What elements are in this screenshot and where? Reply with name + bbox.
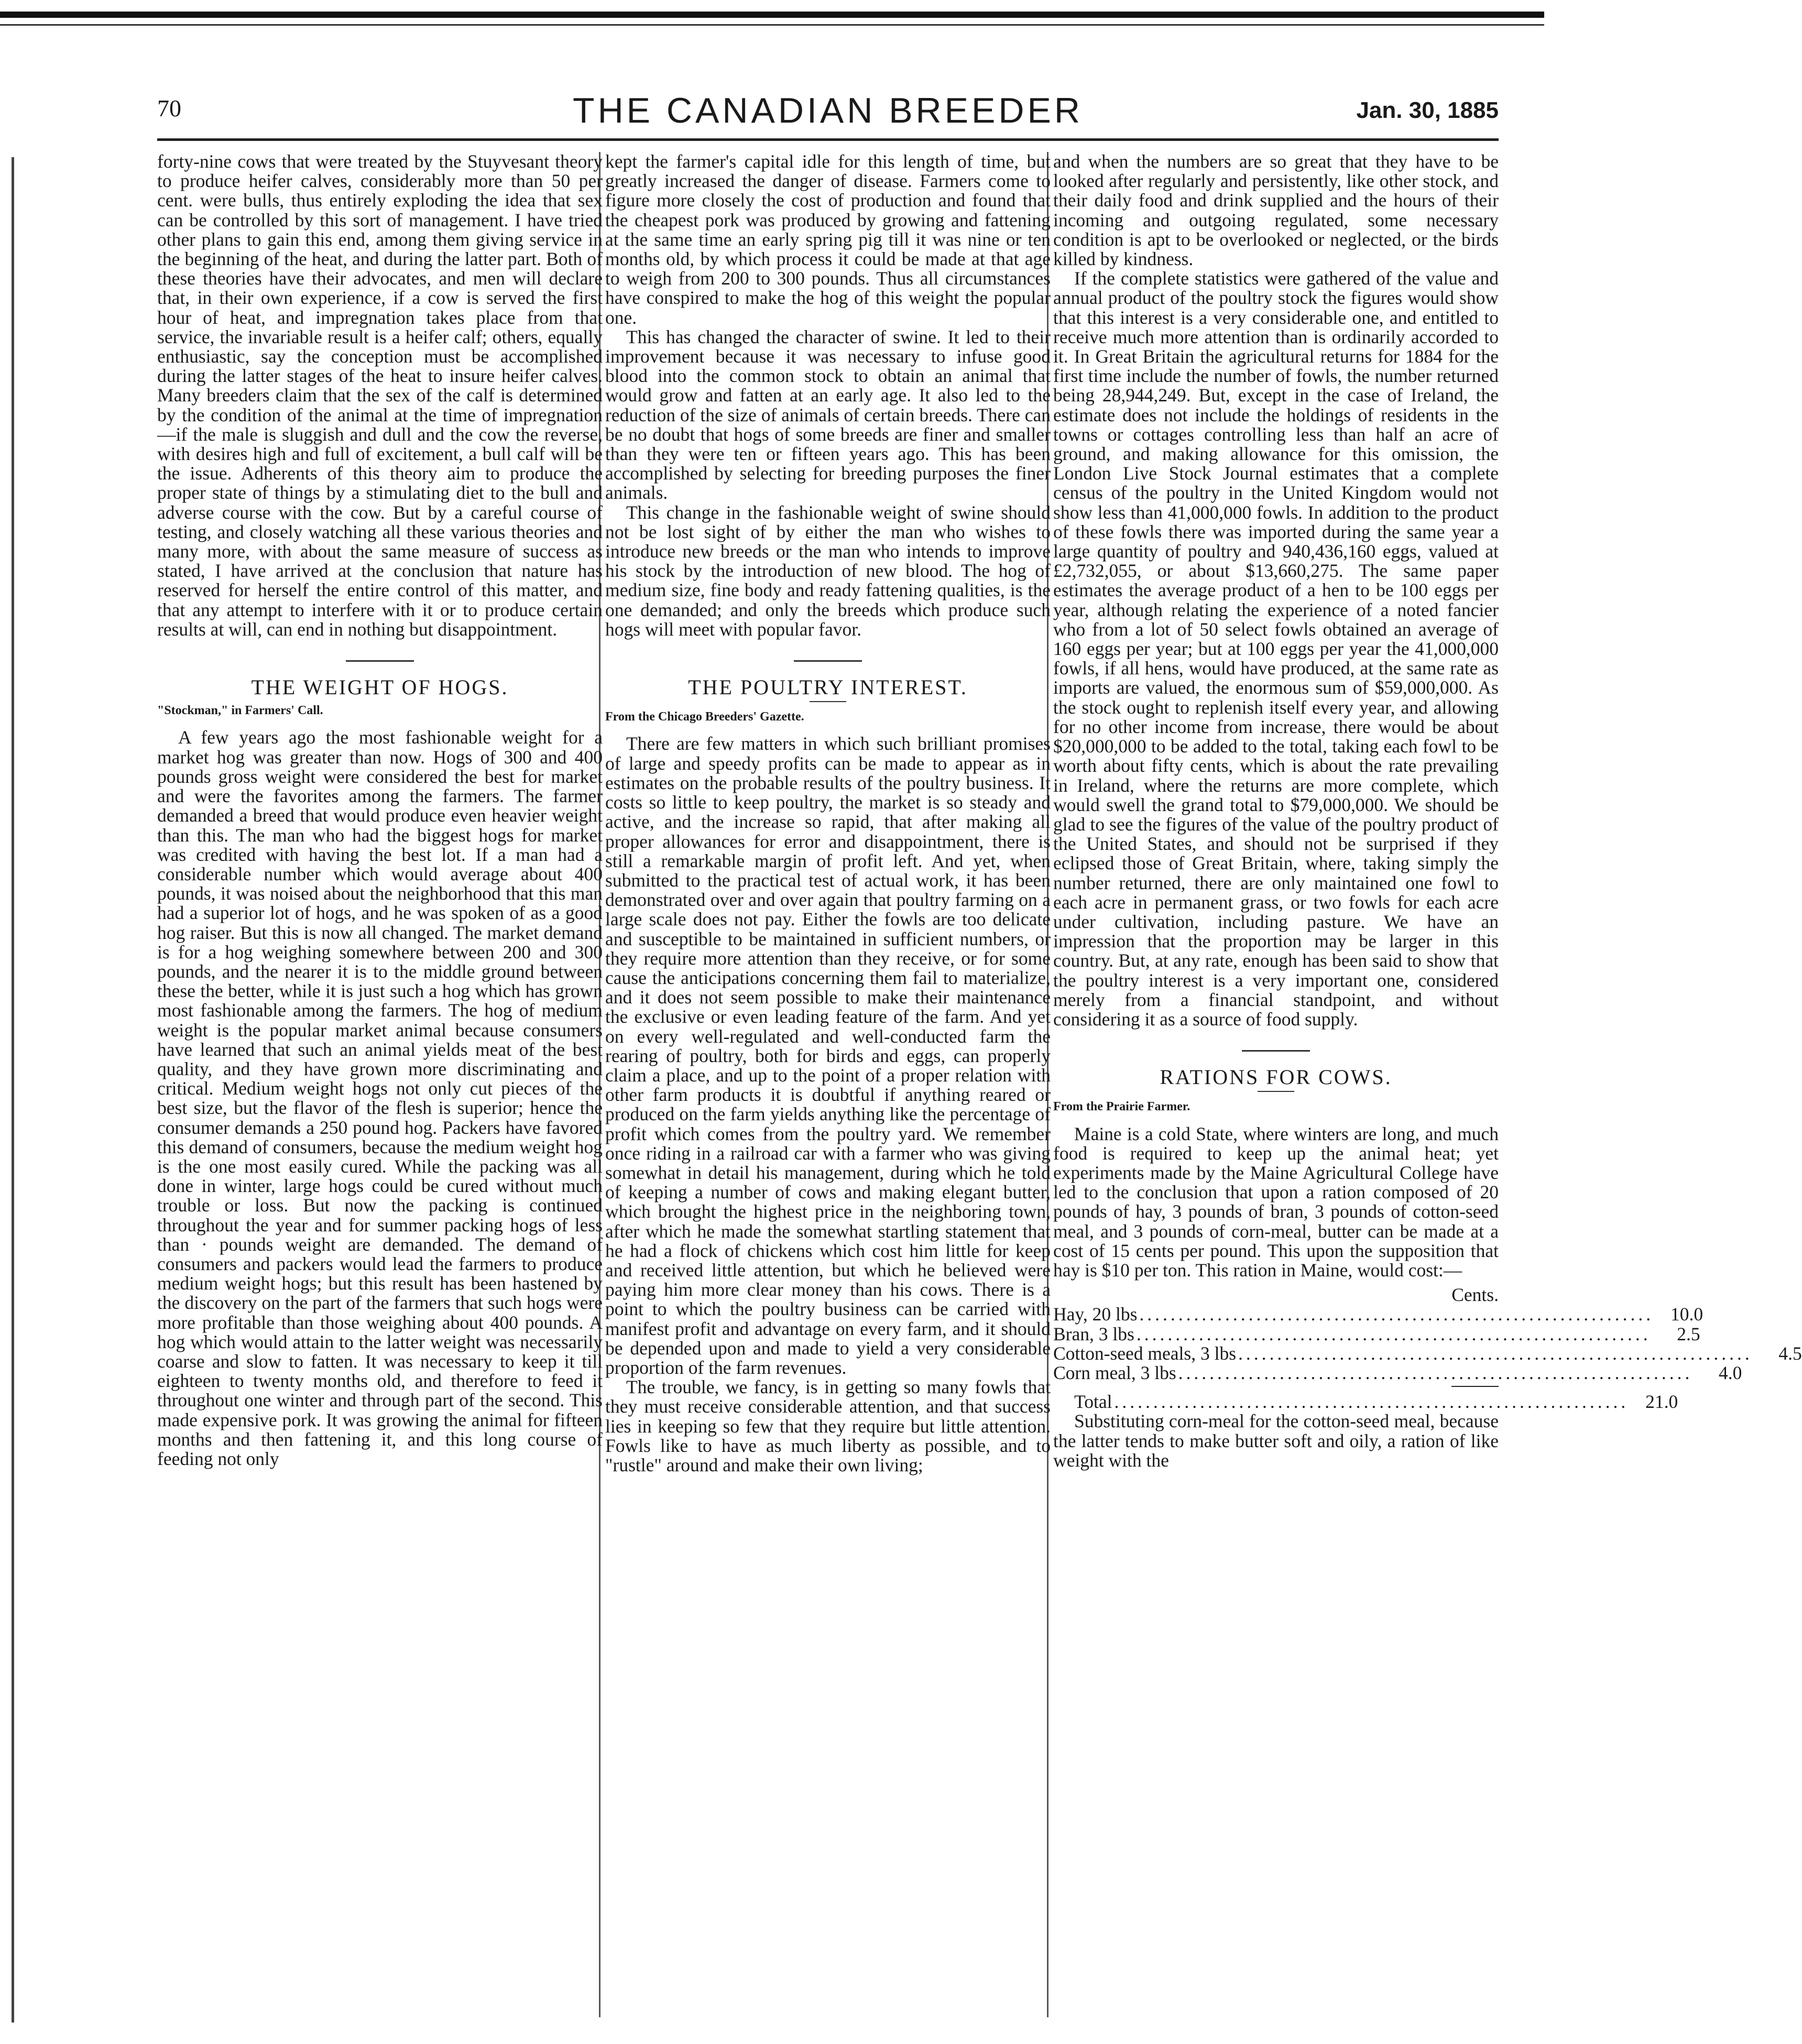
- section-rule: [1242, 1050, 1310, 1052]
- total-rule: [1451, 1386, 1499, 1387]
- table-row: [1053, 1304, 1703, 1325]
- article-paragraph: Substituting corn-meal for the cotton-seed meal, because the latter tends to make butter soft and oily, a ration of like weight with the: [1053, 1411, 1499, 1471]
- table-header-cents: Cents.: [1451, 1284, 1499, 1306]
- leader-dots: ..................................................................: [1238, 1342, 1753, 1364]
- ration-cost: 4.5: [1778, 1342, 1802, 1364]
- ration-item: Bran, 3 lbs: [1053, 1323, 1134, 1345]
- ration-item: Hay, 20 lbs: [1053, 1304, 1138, 1325]
- page-number: 70: [157, 95, 181, 122]
- ration-item: Corn meal, 3 lbs: [1053, 1362, 1176, 1383]
- article-paragraph: This change in the fashionable weight of swine should not be lost sight of by either the man who wishes to introduce new breeds or the man who intends to improve his stock by the introduction of new blood. The hog of medium size, fine body and ready fattening qualities, is the one demanded; and only the breeds which produce such hogs will meet with popular favor.: [605, 501, 1051, 640]
- section-rule: [794, 660, 862, 662]
- top-border-line: [0, 24, 1544, 26]
- article-heading-poultry-interest: THE POULTRY INTEREST.: [688, 675, 968, 699]
- article-continuation-text: forty-nine cows that were treated by the Stuyvesant theory to produce heifer calves, considerably more than 50 per cent. were bulls, thus entirely exploding the idea that sex can be controlled by this sort of management. I have tried other plans to gain this end, among them giving service in the beginning of the heat, and during the latter part. Both of these theories have their advocates, and men will declare that, in their own experience, if a cow is served the first hour of heat, and impregnation takes place from that service, the invariable result is a heifer calf; others, equally enthusiastic, say the conception must be accomplished during the latter stages of the heat to insure heifer calves. Many breeders claim that the sex of the calf is determined by the condition of the animal at the time of impregnation—if the male is sluggish and dull and the cow the reverse, with desires high and full of excitement, a bull calf will be the issue. Adherents of this theory aim to produce the proper state of things by a stimulating diet to the bull and adverse course with the cow. But by a careful course of testing, and closely watching all these various theories and many more, with about the same measure of success as stated, I have arrived at the conclusion that nature has reserved for herself the entire control of this matter, and that any attempt to interfere with it or to produce certain results at will, can end in nothing but disappointment.: [157, 151, 603, 640]
- article-paragraph: This has changed the character of swine. It led to their improvement because it was necessary to infuse good blood into the common stock to obtain an animal that would grow and fatten at an early age. It also led to the reduction of the size of animals of certain breeds. There can be no doubt that hogs of some breeds are finer and smaller than they were ten or fifteen years ago. This has been accomplished by selecting for breeding purposes the finer animals.: [605, 326, 1051, 504]
- column-2: [605, 152, 1051, 2017]
- ration-cost: 4.0: [1719, 1362, 1742, 1383]
- article-source: From the Prairie Farmer.: [1053, 1100, 1191, 1114]
- leader-dots: ..................................................................: [1139, 1304, 1654, 1325]
- leader-dots: ..................................................................: [1114, 1391, 1629, 1413]
- table-row: [1053, 1362, 1742, 1383]
- article-paragraph: There are few matters in which such brilliant promises of large and speedy profits can be made to appear as in estimates on the probable results of the poultry business. It costs so little to keep poultry, the market is so steady and active, and the increase so rapid, that after making all proper allowances for error and disappointment, there is still a remarkable margin of profit left. And yet, when submitted to the practical test of actual work, it has been demonstrated over and over again that poultry farming on a large scale does not pay. Either the fowls are too delicate and susceptible to be maintained in sufficient numbers, or they require more attention than they receive, or for some cause the anticipations concerning them fail to materialize, and it does not seem possible to make their maintenance the exclusive or even leading feature of the farm. And yet on every well-regulated and well-conducted farm the rearing of poultry, both for birds and eggs, can properly claim a place, and up to the point of a proper relation with other farm products it is doubtful if anything reared or produced on the farm yields anything like the percentage of profit which comes from the poultry yard. We remember once riding in a railroad car with a farmer who was giving somewhat in detail his management, during which he told of keeping a number of cows and making elegant butter, which brought the highest price in the neighboring town, after which he made the somewhat startling statement that he had a flock of chickens which cost him little for keep and received little attention, but which he believed were paying him more clear money than his cows. There is a point to which the poultry business can be carried with manifest profit and advantage on every farm, and it should be depended upon and made to yield a very considerable proportion of the farm revenues.: [605, 733, 1051, 1378]
- leader-dots: ..................................................................: [1136, 1323, 1651, 1345]
- ration-cost: 10.0: [1670, 1304, 1703, 1325]
- column-1: [157, 152, 603, 2017]
- article-source: "Stockman," in Farmers' Call.: [157, 704, 323, 718]
- left-binding-edge: [12, 157, 14, 2023]
- column-3: [1053, 151, 1802, 2017]
- article-paragraph: A few years ago the most fashionable weight for a market hog was greater than now. Hogs of 300 and 400 pounds gross weight were considered the best for market and were the favorites among the farmers. The farmer demanded a breed that would produce even heavier weight than this. The man who had the biggest hogs for market was credited with having the best lot. If a man had a considerable number which would average about 400 pounds, it was noised about the neighborhood that this man had a superior lot of hogs, and he was spoken of as a good hog raiser. But this is now all changed. The market demand is for a hog weighing somewhere between 200 and 300 pounds, and the nearer it is to the middle ground between these the better, while it is just such a hog which has grown most fashionable among the farmers. The hog of medium weight is the popular market animal because consumers have learned that such an animal yields meat of the best quality, and they have grown more discriminating and critical. Medium weight hogs not only cut pieces of the best size, but the flavor of the flesh is superior; hence the consumer demands a 250 pound hog. Packers have favored this demand of consumers, because the medium weight hog is the one most easily cured. While the packing was all done in winter, large hogs could be cured without much trouble or loss. But now the packing is continued throughout the year and for summer packing hogs of less than · pounds weight are demanded. The demand of consumers and packers would lead the farmers to produce medium weight hogs; but this result has been hastened by the discovery on the part of the farmers that such hogs were more profitable than those weighing about 400 pounds. A hog which would attain to the latter weight was necessarily coarse and slow to fatten. It was necessary to keep it till eighteen to twenty months old, and therefore to feed it throughout one winter and through part of the second. This made expensive pork. It was growing the animal for fifteen months and then fattening it, and this long course of feeding not only: [157, 727, 603, 1469]
- top-border-bar: [0, 12, 1544, 18]
- newspaper-title: THE CANADIAN BREEDER: [573, 91, 1083, 130]
- section-rule: [346, 660, 414, 662]
- issue-date: Jan. 30, 1885: [1356, 97, 1499, 123]
- total-label: Total: [1074, 1391, 1112, 1413]
- article-heading-rations-for-cows: RATIONS FOR COWS.: [1160, 1065, 1392, 1089]
- table-total-row: [1053, 1391, 1678, 1413]
- article-paragraph: kept the farmer's capital idle for this length of time, but greatly increased the danger of disease. Farmers come to figure more closely the cost of production and found that the cheapest pork was produced by growing and fattening at the same time an early spring pig till it was nine or ten months old, by which process it could be made at that age to weigh from 200 to 300 pounds. Thus all circumstances have conspired to make the hog of this weight the popular one.: [605, 151, 1051, 328]
- total-cost: 21.0: [1645, 1391, 1678, 1413]
- article-source: From the Chicago Breeders' Gazette.: [605, 710, 804, 724]
- ration-cost-table: [1053, 1284, 1802, 1413]
- heading-rule: [1258, 1091, 1294, 1092]
- article-paragraph: The trouble, we fancy, is in getting so many fowls that they must receive considerable attention, and that success lies in keeping so few that they require but little attention. Fowls like to have as much liberty as possible, and to "rustle" around and make their own living;: [605, 1376, 1051, 1475]
- table-row: [1053, 1323, 1700, 1345]
- ration-cost: 2.5: [1677, 1323, 1700, 1345]
- table-row: [1053, 1342, 1802, 1364]
- masthead: [157, 91, 1499, 136]
- article-paragraph: and when the numbers are so great that they have to be looked after regularly and persistently, like other stock, and their daily food and drink supplied and the hours of their incoming and outgoing regulated, some necessary condition is apt to be overlooked or neglected, or the birds killed by kindness.: [1053, 151, 1499, 270]
- masthead-rule: [157, 138, 1499, 141]
- heading-rule: [810, 701, 846, 702]
- article-paragraph: Maine is a cold State, where winters are long, and much food is required to keep up the animal heat; yet experiments made by the Maine Agricultural College have led to the conclusion that upon a ration composed of 20 pounds of hay, 3 pounds of bran, 3 pounds of cotton-seed meal, and 3 pounds of corn-meal, butter can be made at a cost of 15 cents per pound. This upon the supposition that hay is $10 per ton. This ration in Maine, would cost:—: [1053, 1123, 1499, 1281]
- article-paragraph: If the complete statistics were gathered of the value and annual product of the poultry stock the figures would show that this interest is a very considerable one, and entitled to receive much more attention than is ordinarily accorded to it. In Great Britain the agricultural returns for 1884 for the first time include the number of fowls, the number returned being 28,944,249. But, except in the case of Ireland, the estimate does not include the holdings of residents in the towns or cottages controlling less than half an acre of ground, and making allowance for this omission, the London Live Stock Journal estimates that a complete census of the poultry in the United Kingdom would not show less than 41,000,000 fowls. In addition to the product of these fowls there was imported during the same year a large quantity of poultry and 940,436,160 eggs, valued at £2,732,055, or about $13,660,275. The same paper estimates the average product of a hen to be 100 eggs per year, although relating the experience of a noted fancier who from a lot of 50 select fowls obtained an average of 160 eggs per year; but at 100 eggs per year the 41,000,000 fowls, if all hens, would have produced, at the same rate as imports are valued, the enormous sum of $59,000,000. As the stock ought to replenish itself every year, and allowing for no other income from increase, there would be about $20,000,000 to be added to the total, taking each fowl to be worth about fifty cents, which is about the rate prevailing in Ireland, where the returns are more complete, which would swell the grand total to $79,000,000. We should be glad to see the figures of the value of the poultry product of the United States, and should not be surprised if they eclipsed those of Great Britain, where, taking simply the number returned, there are only maintained one fowl to each acre in permanent grass, or two fowls for each acre under cultivation, including pasture. We have an impression that the proportion may be larger in this country. But, at any rate, enough has been said to show that the poultry interest is a very important one, considered merely from a financial standpoint, and without considering it as a source of food supply.: [1053, 268, 1499, 1030]
- article-heading-weight-of-hogs: THE WEIGHT OF HOGS.: [251, 675, 509, 699]
- leader-dots: ..................................................................: [1178, 1362, 1693, 1383]
- ration-item: Cotton-seed meals, 3 lbs: [1053, 1342, 1237, 1364]
